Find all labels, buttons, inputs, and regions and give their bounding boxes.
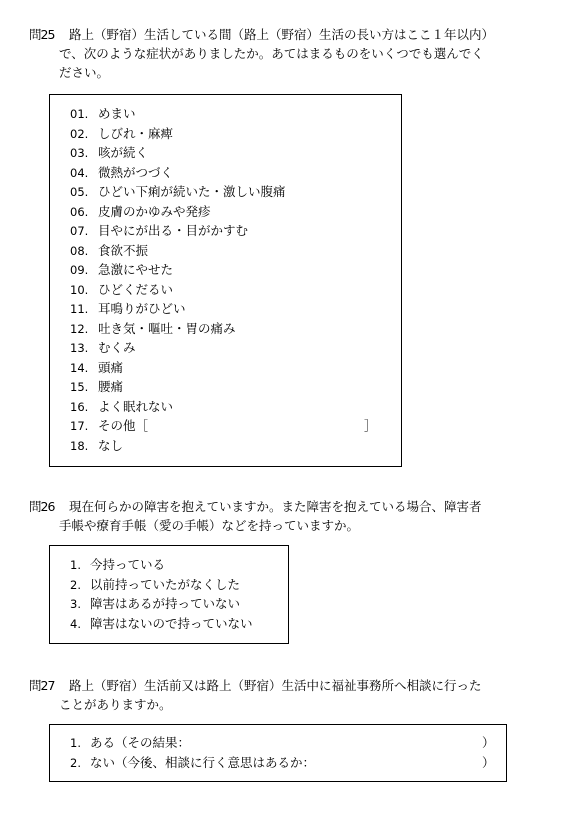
option-10[interactable]: 10. ひどくだるい [70,282,174,297]
question-text-line-2: ことがありますか。 [59,697,172,712]
option-09[interactable]: 09. 急激にやせた [70,262,174,277]
option-18[interactable]: 18. なし [70,438,124,453]
question-number: 問27 [29,678,55,693]
answer-bracket-close: ） [482,735,495,750]
option-13[interactable]: 13. むくみ [70,340,136,355]
option-2[interactable]: 2. ない（今後、相談に行く意思はあるか： [70,755,316,770]
question-text-line-1: 路上（野宿）生活前又は路上（野宿）生活中に福祉事務所へ相談に行った [69,678,482,693]
option-15[interactable]: 15. 腰痛 [70,379,124,394]
other-bracket-close: ］ [364,418,377,433]
q25-options-box [49,94,402,467]
option-1[interactable]: 1. ある（その結果： [70,735,191,750]
question-number: 問26 [29,499,55,514]
question-text-line-1: 路上（野宿）生活している間（路上（野宿）生活の長い方はここ１年以内） [69,27,495,42]
question-text-line-3: ださい。 [59,65,110,80]
option-07[interactable]: 07. 目やにが出る・目がかすむ [70,223,249,238]
question-27 [29,676,482,714]
option-08[interactable]: 08. 食欲不振 [70,243,149,258]
option-02[interactable]: 02. しびれ・麻痺 [70,126,174,141]
option-2[interactable]: 2. 以前持っていたがなくした [70,577,241,592]
question-number: 問25 [29,27,55,42]
q26-options-box [49,545,289,644]
question-text-line-2: で、次のような症状がありましたか。あてはまるものをいくつでも選んでく [59,46,484,61]
answer-bracket-close: ） [482,755,495,770]
option-06[interactable]: 06. 皮膚のかゆみや発疹 [70,204,211,219]
option-17-other[interactable]: 17. その他［ [70,418,149,433]
question-text-line-2: 手帳や療育手帳（愛の手帳）などを持っていますか。 [59,518,360,533]
question-text-line-1: 現在何らかの障害を抱えていますか。また障害を抱えている場合、障害者 [69,499,482,514]
option-12[interactable]: 12. 吐き気・嘔吐・胃の痛み [70,321,236,336]
option-05[interactable]: 05. ひどい下痢が続いた・激しい腹痛 [70,184,286,199]
question-25 [29,25,494,82]
option-11[interactable]: 11. 耳鳴りがひどい [70,301,186,316]
q27-options-box [49,724,507,782]
option-4[interactable]: 4. 障害はないので持っていない [70,616,253,631]
option-04[interactable]: 04. 微熱がつづく [70,165,174,180]
option-03[interactable]: 03. 咳が続く [70,145,149,160]
option-14[interactable]: 14. 頭痛 [70,360,124,375]
option-01[interactable]: 01. めまい [70,106,136,121]
option-1[interactable]: 1. 今持っている [70,557,166,572]
option-16[interactable]: 16. よく眠れない [70,399,174,414]
question-26 [29,497,482,535]
option-3[interactable]: 3. 障害はあるが持っていない [70,596,241,611]
